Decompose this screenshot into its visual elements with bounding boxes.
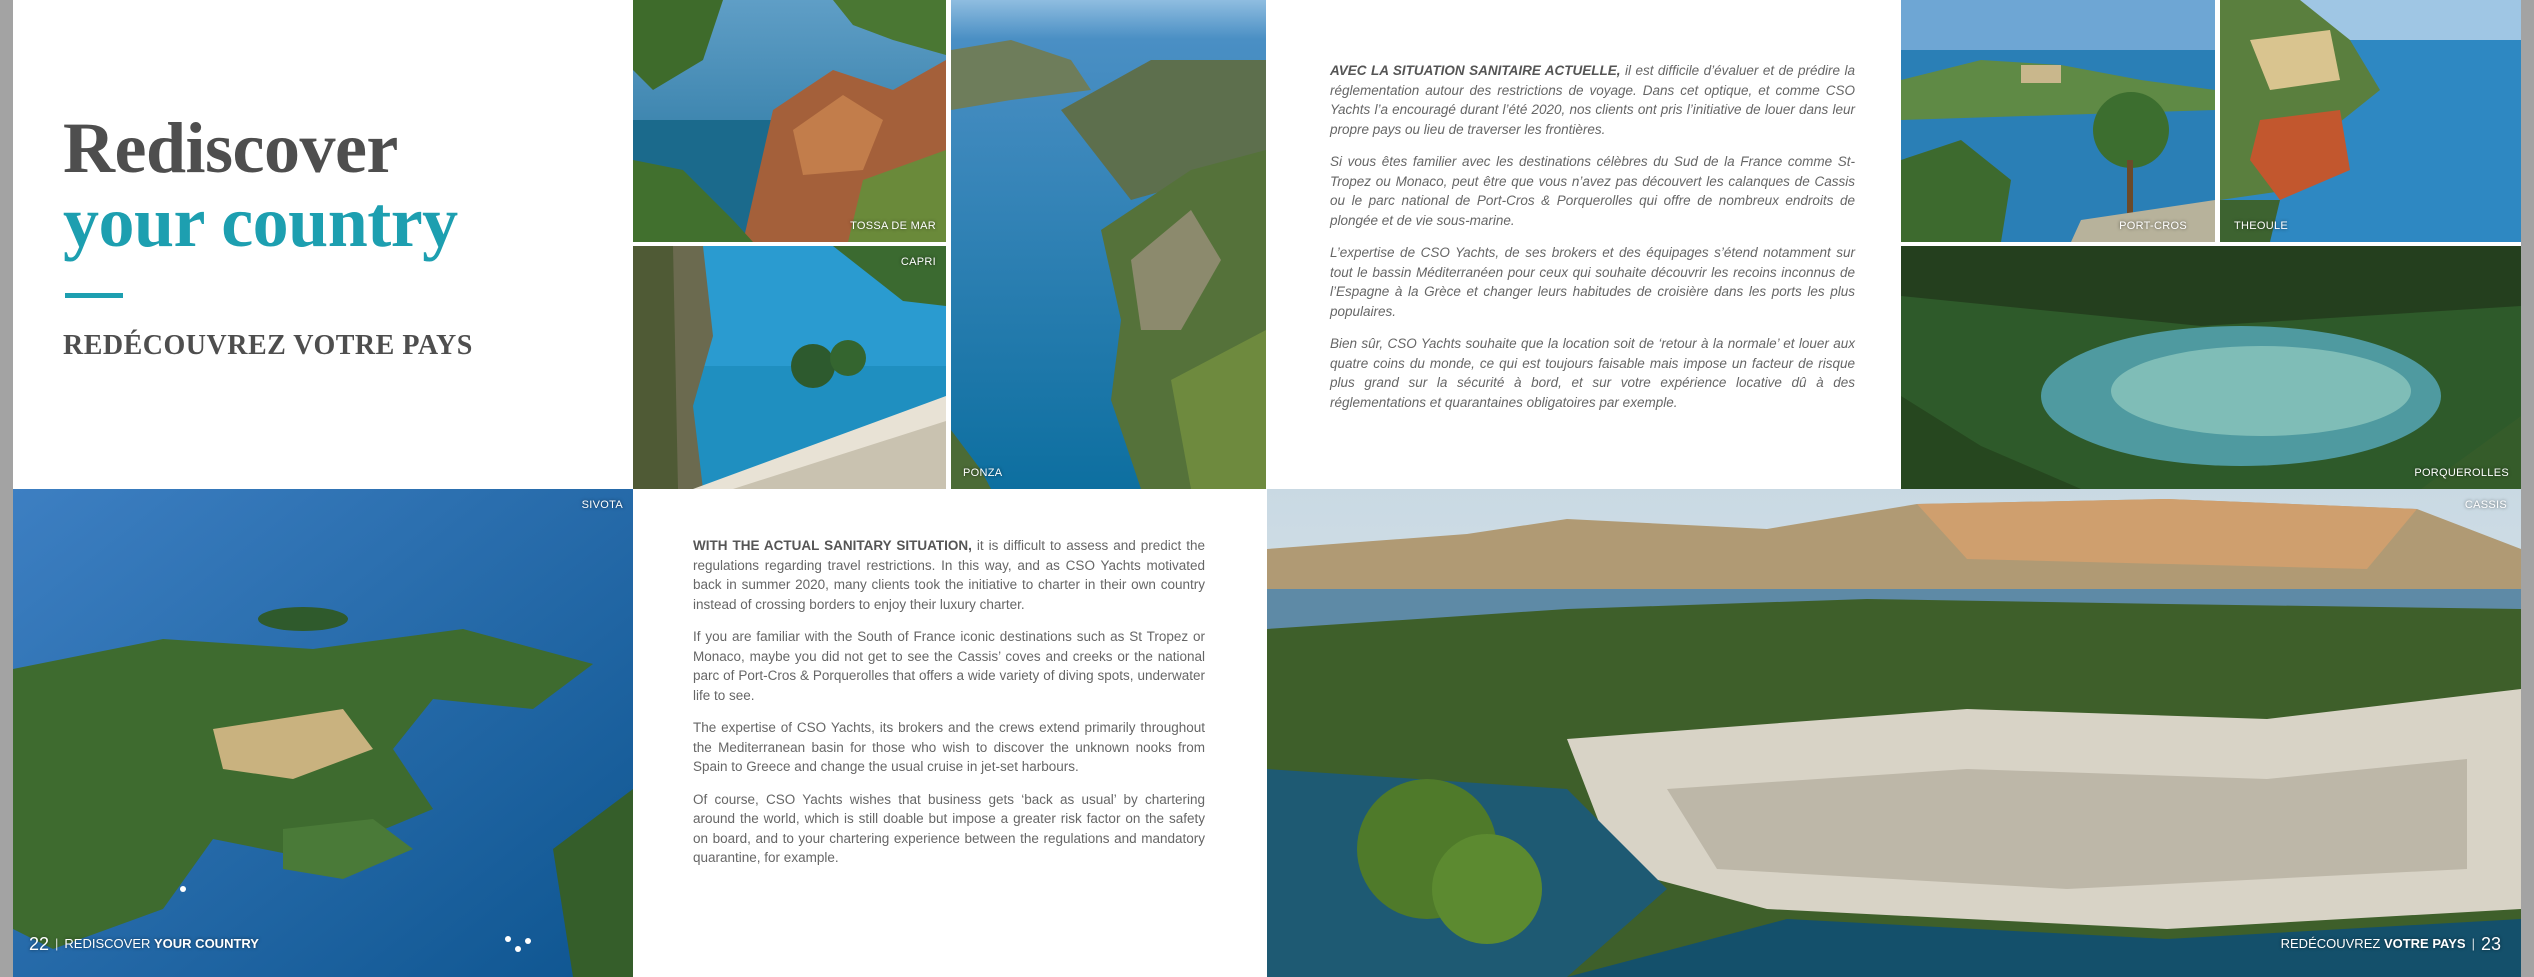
english-paragraph-2: If you are familiar with the South of France iconic destinations such as St Tropez or Monaco, maybe you did not get to see the Cassis’ coves and creeks or the national parc of Port-Cros & Porquerolles that offers a wide variety of diving spots, underwater life to see.: [693, 629, 1205, 703]
photo-ponza: [951, 0, 1266, 489]
footer-right: [2281, 934, 2501, 955]
photo-sivota: [13, 489, 633, 977]
tossa-coast-image: [633, 0, 946, 242]
french-lead: AVEC LA SITUATION SANITAIRE ACTUELLE,: [1330, 63, 1621, 78]
english-paragraph-4: Of course, CSO Yachts wishes that business gets ‘back as usual’ by chartering around the world, which is still doable but impose a greater risk factor on the safety on board, and to your chartering experience between the regulations and mandatory quarantine, for example.: [693, 791, 1205, 865]
french-paragraph-1-body: il est difficile d’évaluer et de prédire la réglementation autour des restrictions de voyage. Dans cet optique, et comme CSO Yachts l’a encouragé durant l’été 2020, nos clients ont pris l’initiative de louer dans leur propre pays ou lieu de traverser les frontières.: [1330, 63, 1855, 137]
photo-caption-capri: CAPRI: [900, 256, 936, 268]
footer-left-separator: |: [55, 936, 59, 951]
cassis-calanques-image: [1267, 489, 2521, 977]
page-number-right: 23: [2480, 934, 2501, 954]
footer-left-label-bold: YOUR COUNTRY: [154, 936, 259, 951]
english-paragraph-3: The expertise of CSO Yachts, its brokers and the crews extend primarily throughout the Mediterranean basin for those who wish to discover the unknown nooks from Spain to Greece and change the usual cruise in jet-set harbours.: [693, 720, 1205, 774]
photo-port-cros: [1901, 0, 2215, 242]
magazine-spread: [13, 0, 2521, 977]
photo-caption-tossa: TOSSA DE MAR: [850, 220, 936, 232]
photo-theoule: [2220, 0, 2521, 242]
french-paragraph-3: L’expertise de CSO Yachts, de ses brokers et des équipages s’étend notamment sur tout le bassin Méditerranéen pour ceux qui souhaite découvrir les recoins inconnus de l’Espagne à la Grèce et changer leurs habitudes de croisière dans les ports les plus populaires.: [1330, 245, 1855, 319]
photo-cassis: [1267, 489, 2521, 977]
french-article: [1330, 61, 1855, 425]
footer-right-label: REDÉCOUVREZ: [2280, 936, 2381, 951]
headline-line-1: Rediscover: [63, 108, 398, 188]
english-paragraph-1: [693, 536, 1205, 614]
theoule-image: [2220, 0, 2521, 242]
french-paragraph-4: Bien sûr, CSO Yachts souhaite que la location soit de ‘retour à la normale’ et louer aux quatre coins du monde, ce qui est toujours faisable mais impose un facteur de risque plus grand sur la sécurité à bord, et sur votre expérience locative dû à des réglementations et quarantaines obligatoires par exemple.: [1330, 336, 1855, 410]
french-paragraph-2: Si vous êtes familier avec les destinations célèbres du Sud de la France comme St-Tropez ou Monaco, peut être que vous n’avez pas découvert les calanques de Cassis ou le parc national de Port-Cros & Porquerolles qui offre de nombreux endroits de plongée et de vie sous-marine.: [1330, 154, 1855, 228]
photo-capri: [633, 246, 946, 489]
headline-subtitle: REDÉCOUVREZ VOTRE PAYS: [63, 330, 473, 361]
photo-caption-port-cros: PORT-CROS: [2119, 220, 2187, 232]
photo-caption-ponza: PONZA: [963, 467, 1003, 479]
photo-caption-cassis: CASSIS: [2464, 499, 2507, 511]
english-paragraph-1-body: it is difficult to assess and predict the regulations regarding travel restrictions. In this way, and as CSO Yachts motivated back in summer 2020, many clients took the initiative to charter in their own country instead of crossing borders to enjoy their luxury charter.: [693, 538, 1205, 612]
accent-divider: [65, 293, 123, 298]
french-paragraph-1: [1330, 61, 1855, 139]
photo-caption-porquerolles: PORQUEROLLES: [2414, 467, 2509, 479]
ponza-coast-image: [951, 0, 1266, 489]
photo-caption-sivota: SIVOTA: [581, 499, 623, 511]
photo-porquerolles: [1901, 246, 2521, 489]
porquerolles-image: [1901, 246, 2521, 489]
sivota-image: [13, 489, 633, 977]
photo-caption-theoule: THEOULE: [2234, 220, 2289, 232]
page-number-left: 22: [29, 934, 50, 954]
footer-right-separator: |: [2471, 936, 2475, 951]
footer-right-label-bold: VOTRE PAYS: [2383, 936, 2466, 951]
english-lead: WITH THE ACTUAL SANITARY SITUATION,: [693, 538, 972, 553]
photo-tossa-de-mar: [633, 0, 946, 242]
footer-left-label: REDISCOVER: [64, 936, 151, 951]
port-cros-image: [1901, 0, 2215, 242]
headline-line-2: your country: [63, 182, 458, 262]
capri-coast-image: [633, 246, 946, 489]
footer-left: [29, 934, 259, 955]
english-article: [693, 536, 1205, 881]
